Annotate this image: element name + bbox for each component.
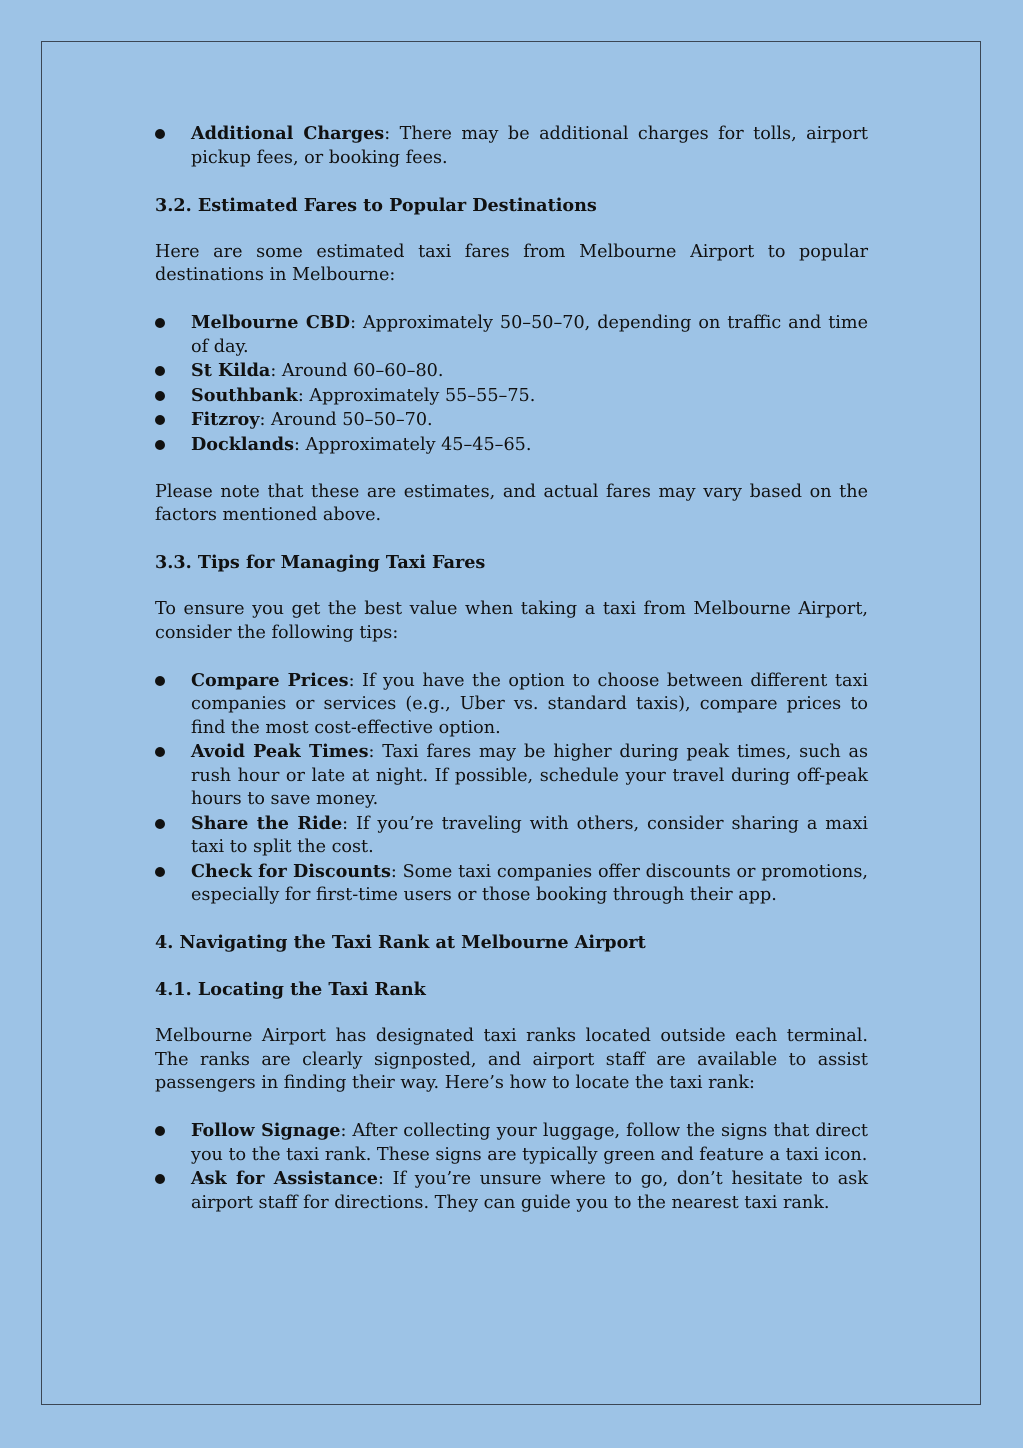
list-item [155, 1119, 868, 1167]
list-item [155, 1167, 868, 1215]
item-text: : Approximately 50–50–70, depending on traffic and time of day. [191, 313, 868, 357]
item-text: : There may be additional charges for tolls, airport pickup fees, or booking fees. [191, 124, 868, 168]
section-heading-4: 4. Navigating the Taxi Rank at Melbourne Airport [155, 932, 646, 953]
rank-list [155, 1119, 868, 1215]
list-item [155, 860, 868, 908]
item-text: : If you have the option to choose between different taxi companies or services (e.g., Uber vs. standard taxis), compare prices to find the most cost-effective option. [191, 670, 868, 738]
section-heading-4-1: 4.1. Locating the Taxi Rank [155, 979, 426, 1000]
item-term: Docklands [191, 433, 294, 455]
list-item [155, 311, 868, 359]
item-text: : Around 50–50–70. [259, 410, 433, 430]
bullet-icon [155, 819, 165, 829]
item-text: : If you’re unsure where to go, don’t hesitate to ask airport staff for directions. They can guide you to the nearest taxi rank. [191, 1169, 868, 1213]
list-item [155, 433, 868, 458]
bullet-icon [155, 676, 165, 686]
bullet-icon [155, 1174, 165, 1184]
document-body [155, 122, 868, 1239]
list-item [155, 812, 868, 860]
item-text: : If you’re traveling with others, consider sharing a maxi taxi to split the cost. [191, 813, 868, 857]
item-term: Share the Ride [191, 812, 343, 834]
list-item [155, 669, 868, 741]
item-text: : Some taxi companies offer discounts or promotions, especially for first-time users or those booking through their app. [191, 861, 868, 905]
bullet-icon [155, 129, 165, 139]
list-item [155, 408, 868, 433]
tips-list [155, 669, 868, 908]
list-item [155, 122, 868, 170]
bullet-icon [155, 391, 165, 401]
section-heading-3-3: 3.3. Tips for Managing Taxi Fares [155, 552, 486, 573]
item-term: Check for Discounts [191, 860, 391, 882]
item-term: Compare Prices [191, 669, 349, 691]
item-term: Melbourne CBD [191, 312, 351, 333]
list-item [155, 740, 868, 812]
item-text: : Taxi fares may be higher during peak times, such as rush hour or late at night. If possible, schedule your travel during off-peak hours to save money. [191, 742, 868, 809]
item-term: Ask for Assistance [191, 1168, 378, 1189]
item-text: : Approximately 45–45–65. [293, 434, 532, 455]
bullet-icon [155, 415, 165, 425]
section-3-2-note: Please note that these are estimates, and actual fares may vary based on the factors mentioned above. [155, 481, 868, 525]
list-item [155, 384, 868, 409]
bullet-icon [155, 440, 165, 450]
item-term: Follow Signage [191, 1120, 341, 1141]
item-term: Fitzroy [191, 409, 260, 430]
charges-list [155, 122, 868, 170]
item-term: Additional Charges [191, 123, 385, 144]
item-text: : Around 60–60–80. [270, 361, 444, 381]
section-3-3-intro: To ensure you get the best value when taking a taxi from Melbourne Airport, consider the following tips: [155, 599, 868, 643]
section-heading-3-2: 3.2. Estimated Fares to Popular Destinations [155, 194, 597, 216]
item-term: Southbank [191, 384, 298, 406]
item-text: : After collecting your luggage, follow the signs that direct you to the taxi rank. These signs are typically green and feature a taxi icon. [191, 1121, 869, 1165]
item-term: St Kilda [191, 360, 271, 381]
bullet-icon [155, 747, 165, 757]
item-term: Avoid Peak Times [191, 741, 369, 762]
bullet-icon [155, 366, 165, 376]
section-3-2-intro: Here are some estimated taxi fares from Melbourne Airport to popular destinations in Melbourne: [155, 241, 868, 285]
fares-list [155, 311, 868, 457]
list-item [155, 359, 868, 384]
item-text: : Approximately 55–55–75. [297, 385, 536, 406]
bullet-icon [155, 1126, 165, 1136]
bullet-icon [155, 318, 165, 328]
section-4-1-intro: Melbourne Airport has designated taxi ranks located outside each terminal. The ranks are clearly signposted, and airport staff are available to assist passengers in finding their way. Here’s how to locate the taxi rank: [155, 1026, 868, 1093]
bullet-icon [155, 867, 165, 877]
